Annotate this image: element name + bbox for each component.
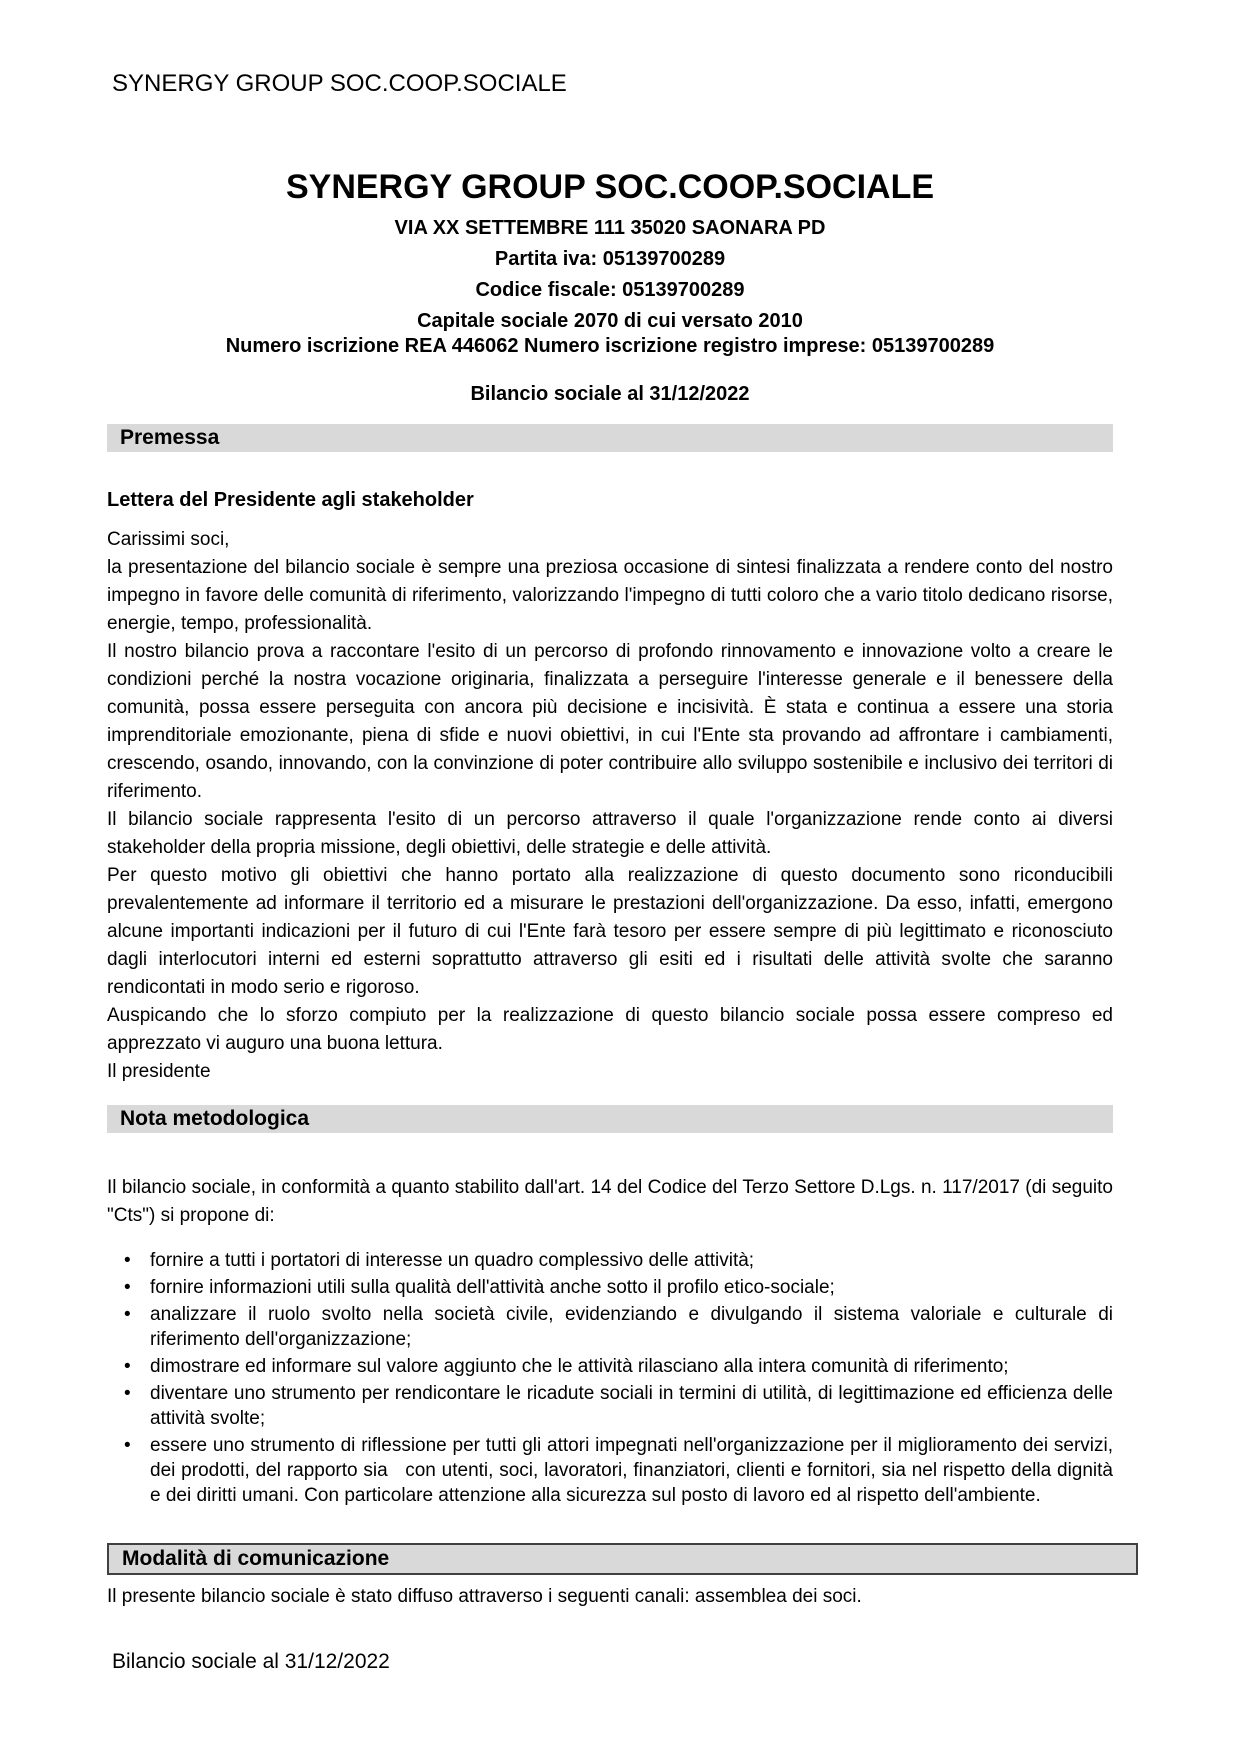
letter-paragraph: Il bilancio sociale rappresenta l'esito di un percorso attraverso il quale l'organizzazione rende conto ai diversi stakeholder della propria missione, degli obiettivi, delle strategie e delle attività. (107, 809, 1113, 858)
letter-paragraph: Per questo motivo gli obiettivi che hanno portato alla realizzazione di questo documento sono riconducibili prevalentemente ad informare il territorio ed a misurare le prestazioni dell'organizzazione. Da esso, infatti, emergono alcune importanti indicazioni per il futuro di cui l'Ente farà tesoro per essere sempre di più legittimato e riconosciuto dagli interlocutori interni ed esterni soprattutto attraverso gli esiti ed i risultati delle attività svolte che saranno rendicontati in modo serio e rigoroso. (107, 865, 1113, 998)
letter-heading: Lettera del Presidente agli stakeholder (107, 489, 474, 511)
company-address: VIA XX SETTEMBRE 111 35020 SAONARA PD (394, 217, 826, 239)
company-name: SYNERGY GROUP SOC.COOP.SOCIALE (285, 168, 935, 206)
company-title-block (107, 168, 1113, 406)
letter-signature: Il presidente (107, 1061, 211, 1082)
objectives-list-item: • essere uno strumento di riflessione per tutti gli attori impegnati nell'organizzazione per il miglioramento dei servizi, dei prodotti, del rapporto sia con utenti, soci, lavoratori, finanziatori, clienti e fornitori, sia nel rispetto della dignità e dei diritti umani. Con particolare attenzione alla sicurezza sul posto di lavoro ed al rispetto dell'ambiente. (107, 1433, 1113, 1508)
section-header-nota-metodologica (107, 1105, 1113, 1133)
modalita-body-paragraph: Il presente bilancio sociale è stato diffuso attraverso i seguenti canali: assemblea dei soci. (107, 1586, 862, 1607)
letter-paragraph: la presentazione del bilancio sociale è sempre una preziosa occasione di sintesi finalizzata a rendere conto del nostro impegno in favore delle comunità di riferimento, valorizzando l'impegno di tutti coloro che a vario titolo dedicano risorse, energie, tempo, professionalità. (107, 557, 1113, 634)
section-title: Nota metodologica (120, 1107, 310, 1130)
company-vat: Partita iva: 05139700289 (494, 248, 726, 270)
objectives-list-item: • fornire informazioni utili sulla qualità dell'attività anche sotto il profilo etico-sociale; (107, 1275, 1113, 1300)
nota-intro-paragraph: Il bilancio sociale, in conformità a quanto stabilito dall'art. 14 del Codice del Terzo Settore D.Lgs. n. 117/2017 (di seguito "Cts") si propone di: (107, 1177, 1113, 1226)
objectives-list (107, 1248, 1113, 1510)
letter-paragraph: Auspicando che lo sforzo compiuto per la realizzazione di questo bilancio sociale possa essere compreso ed apprezzato vi auguro una buona lettura. (107, 1005, 1113, 1054)
letter-paragraph: Carissimi soci, (107, 529, 230, 550)
objectives-list-item: • analizzare il ruolo svolto nella società civile, evidenziando e divulgando il sistema valoriale e culturale di riferimento dell'organizzazione; (107, 1302, 1113, 1352)
section-header-modalita-di-comunicazione (107, 1543, 1138, 1575)
section-title: Premessa (120, 426, 220, 449)
page-footer: Bilancio sociale al 31/12/2022 (112, 1650, 390, 1673)
company-capital: Capitale sociale 2070 di cui versato 2010 (417, 310, 803, 332)
section-header-premessa (107, 424, 1113, 452)
letter-paragraph: Il nostro bilancio prova a raccontare l'esito di un percorso di profondo rinnovamento e innovazione volto a creare le condizioni perché la nostra vocazione originaria, finalizzata a perseguire l'interesse generale e il benessere della comunità, possa essere perseguita con ancora più decisione e incisività. È stata e continua a essere una storia imprenditoriale emozionante, piena di sfide e nuovi obiettivi, in cui l'Ente sta provando ad affrontare i cambiamenti, crescendo, osando, innovando, con la convinzione di poter contribuire allo sviluppo sostenibile e inclusivo dei territori di riferimento. (107, 641, 1113, 802)
objectives-list-item: • dimostrare ed informare sul valore aggiunto che le attività rilasciano alla intera comunità di riferimento; (107, 1354, 1113, 1379)
objectives-list-item: • fornire a tutti i portatori di interesse un quadro complessivo delle attività; (107, 1248, 1113, 1273)
report-title: Bilancio sociale al 31/12/2022 (470, 383, 750, 405)
company-registration: Numero iscrizione REA 446062 Numero iscrizione registro imprese: 05139700289 (225, 335, 995, 357)
company-fiscal-code: Codice fiscale: 05139700289 (475, 279, 745, 301)
letter-body (107, 526, 1113, 1086)
running-header: SYNERGY GROUP SOC.COOP.SOCIALE (112, 70, 567, 97)
objectives-list-item: • diventare uno strumento per rendicontare le ricadute sociali in termini di utilità, di legittimazione ed efficienza delle attività svolte; (107, 1381, 1113, 1431)
section-title: Modalità di comunicazione (122, 1547, 390, 1570)
